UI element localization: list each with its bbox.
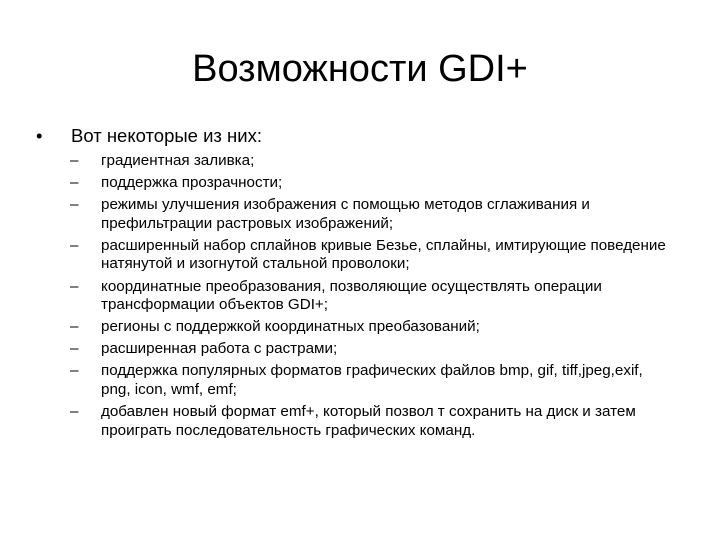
list-item-text: градиентная заливка; <box>101 152 255 169</box>
dash-marker: – <box>70 318 79 336</box>
list-item <box>36 152 676 171</box>
list-item-text: поддержка прозрачности; <box>101 174 283 192</box>
list-item-text: координатные преобразования, позволяющие осуществлять операции трансформации объектов GDI+; <box>101 277 602 314</box>
list-item <box>36 237 676 274</box>
dash-marker: – <box>70 362 79 380</box>
list-item <box>36 362 676 399</box>
list-item <box>36 174 676 193</box>
list-item <box>36 318 676 337</box>
list-item <box>36 340 676 359</box>
bullet-marker: • <box>36 125 43 146</box>
sub-list <box>36 152 676 440</box>
list-item-text: режимы улучшения изображения с помощью методов сглаживания и префильтрации растровых изображений; <box>101 196 590 232</box>
dash-marker: – <box>70 196 79 214</box>
bullet-text: Вот некоторые из них: <box>71 125 262 146</box>
list-item-text: расширенный набор сплайнов кривые Безье, сплайны, имтирующие поведение натянутой и изогнутой стальной проволоки; <box>101 236 666 273</box>
list-item-text: расширенная работа с растрами; <box>101 340 338 358</box>
slide-content <box>36 124 676 444</box>
list-item-text: поддержка популярных форматов графических файлов bmp, gif, tiff,jpeg,exif, png, icon, wmf, emf; <box>101 362 643 399</box>
dash-marker: – <box>70 174 79 192</box>
list-item-text: добавлен новый формат emf+, который позвол т сохранить на диск и затем проиграть последовательность графических команд. <box>101 403 636 439</box>
list-item <box>36 278 676 315</box>
list-item <box>36 403 676 440</box>
dash-marker: – <box>70 403 79 421</box>
dash-marker: – <box>70 236 79 254</box>
dash-marker: – <box>70 340 79 358</box>
list-item-text: регионы с поддержкой координатных преобазований; <box>101 318 480 336</box>
dash-marker: – <box>70 152 79 169</box>
slide-title: Возможности GDI+ <box>192 48 528 90</box>
bullet-item <box>36 124 676 148</box>
list-item <box>36 196 676 233</box>
dash-marker: – <box>70 277 79 295</box>
